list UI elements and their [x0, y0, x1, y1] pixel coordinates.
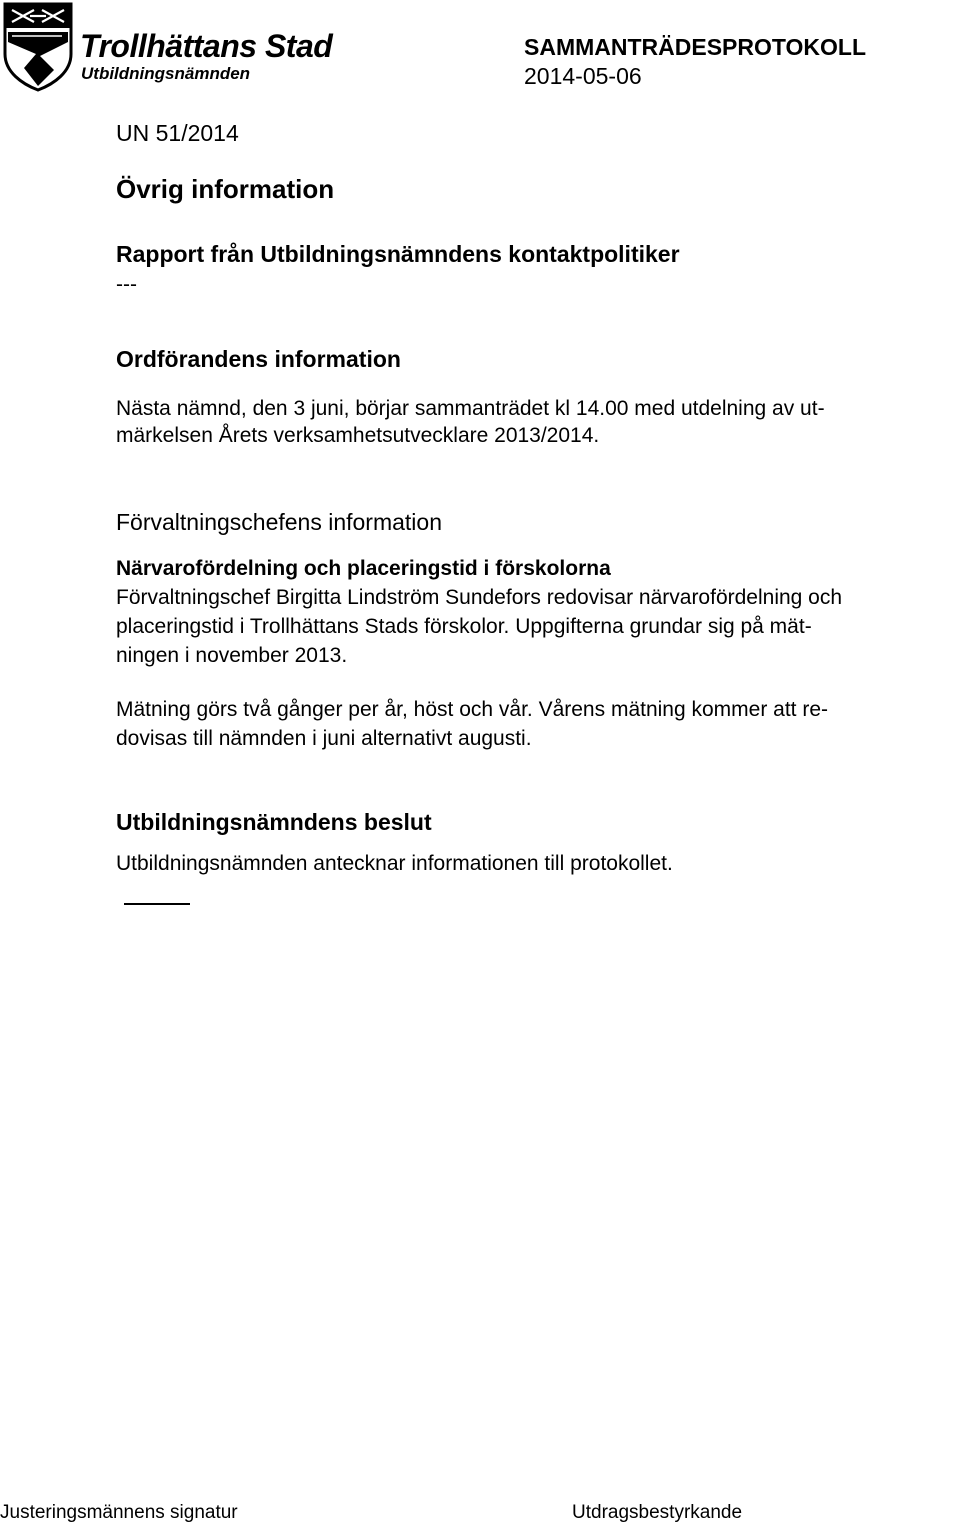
- footer-signature-label: Justeringsmännens signatur: [0, 1502, 238, 1523]
- director-para2-line: Mätning görs två gånger per år, höst och vår. Vårens mätning kommer att re-: [116, 698, 829, 721]
- chair-heading: Ordförandens information: [116, 346, 401, 372]
- decision-text: Utbildningsnämnden antecknar informationen till protokollet.: [116, 852, 673, 875]
- report-text: ---: [116, 273, 137, 296]
- director-para1-line: Förvaltningschef Birgitta Lindström Sundefors redovisar närvarofördelning och: [116, 586, 843, 609]
- director-subheading: Närvarofördelning och placeringstid i förskolorna: [116, 557, 611, 580]
- footer-certification-label: Utdragsbestyrkande: [572, 1502, 743, 1523]
- director-para2-line: dovisas till nämnden i juni alternativt augusti.: [116, 727, 532, 750]
- chair-text-line: Nästa nämnd, den 3 juni, börjar sammanträdet kl 14.00 med utdelning av ut-: [116, 397, 825, 420]
- document-date: 2014-05-06: [524, 63, 642, 89]
- report-heading: Rapport från Utbildningsnämndens kontaktpolitiker: [116, 241, 680, 267]
- organization-name: Trollhättans Stad: [80, 28, 333, 64]
- director-heading: Förvaltningschefens information: [116, 509, 442, 535]
- organization-subtitle: Utbildningsnämnden: [81, 64, 251, 83]
- municipal-coat-of-arms-icon: [2, 2, 74, 92]
- director-para1-line: ningen i november 2013.: [116, 644, 348, 667]
- director-para1-line: placeringstid i Trollhättans Stads förskolor. Uppgifterna grundar sig på mät-: [116, 615, 812, 638]
- case-number: UN 51/2014: [116, 120, 239, 146]
- decision-heading: Utbildningsnämndens beslut: [116, 809, 432, 835]
- chair-text-line: märkelsen Årets verksamhetsutvecklare 2013/2014.: [116, 424, 600, 447]
- document-title: SAMMANTRÄDESPROTOKOLL: [524, 34, 867, 60]
- main-heading: Övrig information: [116, 174, 335, 204]
- end-rule: [124, 903, 190, 905]
